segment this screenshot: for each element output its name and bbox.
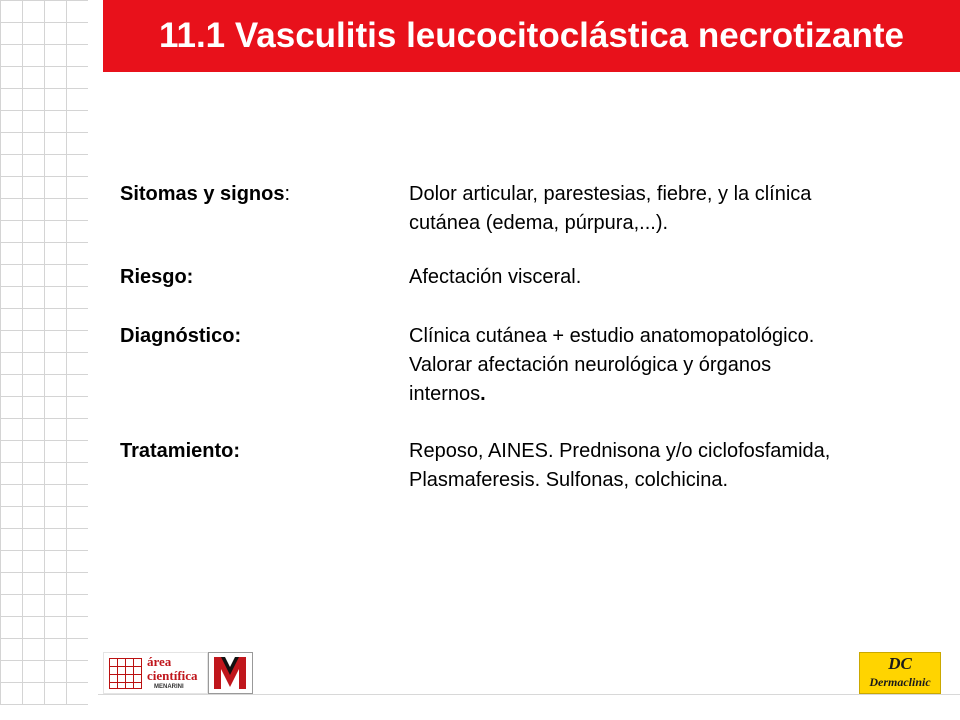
logo-grid-icon bbox=[109, 658, 142, 689]
title-banner bbox=[103, 0, 960, 72]
row-value: Reposo, AINES. Prednisona y/o ciclofosfamida, Plasmaferesis. Sulfonas, colchicina. bbox=[409, 440, 831, 491]
menarini-m-logo bbox=[208, 652, 253, 694]
slide-title: 11.1 Vasculitis leucocitoclástica necrotizante bbox=[158, 16, 905, 55]
row-value: Dolor articular, parestesias, fiebre, y la clínica cutánea (edema, púrpura,...). bbox=[409, 183, 812, 234]
menarini-m-icon bbox=[209, 653, 252, 693]
row-value: Afectación visceral. bbox=[409, 266, 582, 288]
area-cientifica-logo: área científica MENARINI bbox=[103, 652, 208, 694]
dermaclinic-logo: DC Dermaclinic bbox=[859, 652, 941, 694]
row-label: Diagnóstico: bbox=[120, 325, 242, 347]
row-label: Tratamiento: bbox=[120, 440, 241, 462]
row-value: Clínica cutánea + estudio anatomopatológico. Valorar afectación neurológica y órganos internos. bbox=[409, 325, 815, 405]
grid-decoration bbox=[0, 0, 88, 705]
row-label: Riesgo: bbox=[120, 266, 194, 288]
row-label: Sitomas y signos: bbox=[120, 183, 291, 205]
